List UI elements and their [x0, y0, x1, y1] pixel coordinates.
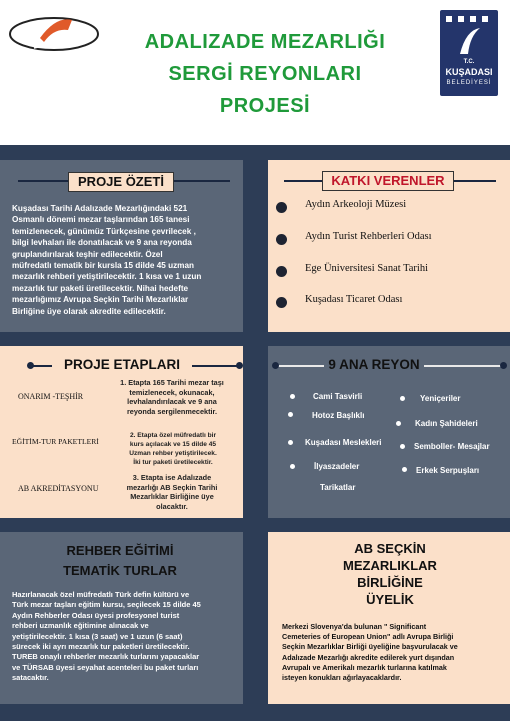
etap-text-line: olacaktır. — [156, 501, 188, 511]
reyon-item: Kuşadası Meslekleri — [305, 438, 382, 447]
ozet-line: mezarlık rehberi yetiştirilecektir. 1 kısa ve 1 uzun — [12, 272, 202, 282]
ozet-line: temizlenecek, günümüz Türkçesine çevrilecek , — [12, 226, 196, 236]
ozet-line: mezarlık tur paketi üretilecektir. Nihai hedefte — [12, 283, 189, 293]
title-line-3: PROJESİ — [219, 95, 311, 117]
association-logo — [6, 8, 102, 60]
ozet-text — [12, 203, 242, 317]
ab-text — [282, 622, 508, 683]
reyon-item: Tarikatlar — [320, 483, 356, 492]
reyon-item: Cami Tasvirli — [313, 392, 363, 401]
katki-item: Ege Üniversitesi Sanat Tarihi — [305, 263, 429, 274]
reyon-item: Kadın Şahideleri — [415, 419, 478, 428]
katki-heading: KATKI VERENLER — [322, 171, 454, 191]
ab-line: Seçkin Mezarlıklar Birliği üyeliğine başvurulacak ve — [282, 642, 458, 652]
reyon-bullet — [396, 421, 401, 426]
ab-heading-line: AB SEÇKİN — [354, 541, 426, 556]
etap-text-line: temizlenecek, okunacak, — [129, 387, 215, 397]
reyon-bullet — [402, 467, 407, 472]
reyon-bullet — [288, 440, 293, 445]
reyon-item: Erkek Serpuşları — [416, 466, 480, 475]
title-line-2: SERGİ REYONLARI — [168, 63, 362, 85]
etap-label: EĞİTİM-TUR PAKETLERİ — [12, 437, 99, 446]
etap-text-line: 3. Etapta ise Adalızade — [132, 473, 212, 482]
ozet-line: mezarlığımız Avrupa Seçkin Tarihi Mezarlıklar — [12, 295, 189, 305]
reyon-divider-dot — [500, 362, 507, 369]
ozet-line: gruplandırılarak teşhir edilecektir. Özel — [12, 249, 163, 259]
etap-text-line: Uzman rehber yetiştirilecek. — [129, 450, 217, 457]
ab-line: Avrupalı ve Amerikalı mezarlık turlarına katılmak — [282, 662, 447, 672]
katki-item: Aydın Turist Rehberleri Odası — [305, 231, 432, 242]
rehber-line: yetiştirilecektir. 1 kısa (3 saat) ve 1 uzun (6 saat) — [12, 631, 183, 641]
etap-label: ONARIM -TEŞHİR — [18, 392, 84, 401]
reyon-bullet — [290, 464, 295, 469]
ozet-heading: PROJE ÖZETİ — [68, 172, 174, 192]
reyon-bullet — [290, 394, 295, 399]
ab-line: Adalızade Mezarlığı akredite edilerek yurt dışından — [282, 652, 455, 662]
reyon-divider-dot — [272, 362, 279, 369]
katki-bullet — [276, 266, 287, 277]
page-title — [100, 26, 430, 122]
etap-text-line: İki tur paketi üretilecektir. — [133, 459, 213, 466]
rehber-line: satacaktır. — [12, 673, 49, 683]
etap-text-line: Mezarlıklar Birliğine üye — [130, 492, 214, 502]
reyon-bullet — [288, 412, 293, 417]
etap-text-line: levhalandırılacak ve 9 ana — [127, 397, 217, 407]
etap-text-line: kurs açılacak ve 15 dilde 45 — [129, 441, 217, 448]
ozet-line: Osmanlı dönemi mezar taşlarından 165 tanesi — [12, 215, 190, 225]
etap-text — [110, 431, 236, 467]
katki-item: Kuşadası Ticaret Odası — [305, 294, 403, 305]
reyon-item: Hotoz Başlıklı — [312, 411, 365, 420]
etap-text-line: reyonda sergilenmecektir. — [126, 406, 218, 416]
ab-heading-line: BİRLİĞİNE — [357, 575, 423, 590]
ab-line: isteyen konukları ağırlayacaklardır. — [282, 673, 402, 683]
reyon-bullet — [400, 396, 405, 401]
logo-sub: BELEDİYESİ — [446, 80, 492, 86]
katki-bullet — [276, 297, 287, 308]
rehber-line: Hazırlanacak özel müfredatlı Türk defin kültürü ve — [12, 590, 190, 599]
ab-line: Cemeteries of European Union" adlı Avrupa Birliği — [282, 632, 454, 642]
rehber-line: Aydın Rehberler Odası üyesi profesyonel turist — [12, 610, 180, 620]
rehber-line: ve TÜRSAB üyesi seyahat acenteleri bu paket turları — [12, 662, 199, 672]
rehber-line: Türk mezar taşları eğitim kursu, seçilecek 15 dilde 45 — [12, 600, 201, 610]
municipality-logo — [440, 10, 498, 96]
reyon-item: Semboller- Mesajlar — [414, 442, 490, 451]
ab-heading — [300, 540, 480, 608]
etap-text-line: mezarlığı AB Seçkin Tarihi — [126, 482, 218, 492]
logo-tc: T.C. — [463, 59, 475, 65]
rehber-line: sürecek iki ayrı mezarlık tur paketleri üretilecektir. — [12, 642, 190, 652]
rehber-heading-line: REHBER EĞİTİMİ — [66, 543, 174, 558]
ozet-line: bilgi levhaları ile donatılacak ve 9 ana reyonda — [12, 238, 192, 248]
etap-text — [104, 473, 240, 511]
etaplar-divider-dot — [27, 362, 34, 369]
rehber-line: rehberi uzmanlık eğitimine alınacak ve — [12, 621, 149, 631]
ozet-line: Kuşadası Tarihi Adalızade Mezarlığındaki 521 — [12, 204, 188, 213]
logo-name: KUŞADASI — [445, 67, 493, 77]
reyon-heading: 9 ANA REYON — [324, 356, 424, 374]
ozet-line: Birliğine üye olarak akredite edilecektir. — [12, 306, 166, 316]
reyon-item: Yeniçeriler — [420, 394, 461, 403]
etap-text-line: 1. Etapta 165 Tarihi mezar taşı — [120, 378, 224, 387]
ab-heading-line: MEZARLIKLAR — [343, 558, 437, 573]
reyon-item: İlyaszadeler — [314, 462, 360, 471]
ab-heading-line: ÜYELİK — [366, 592, 414, 607]
etaplar-heading: PROJE ETAPLARI — [52, 356, 192, 374]
reyon-bullet — [400, 444, 405, 449]
rehber-heading-line: TEMATİK TURLAR — [63, 563, 177, 578]
etap-text-line: 2. Etapta özel müfredatlı bir — [129, 432, 217, 439]
ab-line: Merkezi Slovenya'da bulunan " Significant — [282, 622, 427, 631]
etap-label: AB AKREDİTASYONU — [18, 484, 99, 493]
ozet-line: müfredatlı tematik bir kursla 15 dilde 45 uzman — [12, 261, 195, 271]
rehber-text — [12, 590, 242, 684]
etap-text — [104, 378, 240, 416]
rehber-heading — [20, 541, 220, 581]
etaplar-divider-dot — [236, 362, 243, 369]
katki-bullet — [276, 202, 287, 213]
rehber-line: TUREB onaylı rehberler mezarlık turlarını yapacaklar — [12, 652, 200, 662]
katki-bullet — [276, 234, 287, 245]
katki-item: Aydın Arkeoloji Müzesi — [305, 199, 407, 210]
title-line-1: ADALIZADE MEZARLIĞI — [144, 31, 386, 53]
